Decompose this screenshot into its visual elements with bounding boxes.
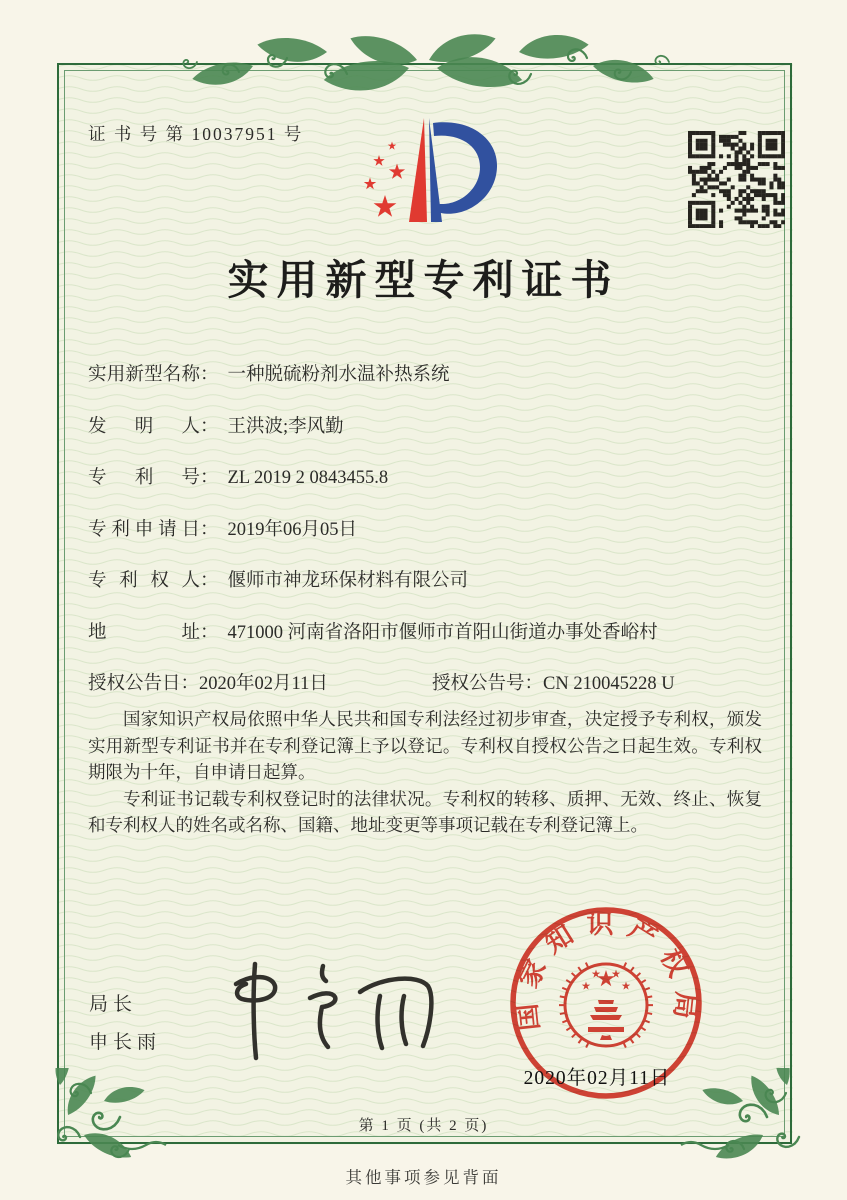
field-colon: ： bbox=[200, 365, 219, 385]
field-colon: ： bbox=[200, 519, 219, 540]
field-row bbox=[88, 463, 760, 515]
signature-stroke bbox=[360, 979, 431, 1046]
field-value: 2019年06月05日 bbox=[227, 519, 358, 540]
field-label: 地址 bbox=[88, 622, 200, 643]
field-row bbox=[88, 412, 760, 464]
signature-stroke bbox=[322, 966, 326, 981]
logo-stars bbox=[364, 142, 405, 217]
director-signature bbox=[222, 950, 437, 1065]
signature-stroke bbox=[378, 996, 382, 1048]
cnipa-patent-logo-icon bbox=[348, 110, 508, 238]
legal-body-text bbox=[88, 706, 762, 839]
field-label: 实用新型名称 bbox=[88, 365, 200, 385]
legal-paragraph: 专利证书记载专利权登记时的法律状况。专利权的转移、质押、无效、终止、恢复和专利权人的姓名或名称、国籍、地址变更等事项记载在专利登记簿上。 bbox=[88, 788, 762, 835]
certificate-number: 证 书 号 第 10037951 号 bbox=[88, 124, 304, 144]
seal-date: 2020年02月11日 bbox=[523, 1068, 671, 1089]
field-label: 专利号 bbox=[88, 468, 200, 488]
grant-no-value: CN 210045228 U bbox=[543, 674, 675, 694]
field-row bbox=[88, 515, 760, 567]
national-emblem bbox=[559, 963, 653, 1048]
field-label: 发明人 bbox=[88, 416, 200, 437]
field-colon: ： bbox=[200, 622, 219, 643]
signature-stroke bbox=[254, 964, 256, 1058]
grant-date-value: 2020年02月11日 bbox=[199, 674, 328, 694]
field-colon: ： bbox=[200, 468, 219, 488]
grant-date-colon: ： bbox=[180, 674, 200, 694]
seal-text: 国家知识产权局 bbox=[510, 909, 702, 1033]
field-value: ZL 2019 2 0843455.8 bbox=[227, 468, 389, 488]
field-row bbox=[88, 360, 760, 412]
field-value: 偃师市神龙环保材料有限公司 bbox=[227, 571, 469, 591]
qr-code bbox=[688, 131, 785, 228]
field-value: 王洪波;李风勤 bbox=[227, 416, 344, 437]
grant-no-colon: ： bbox=[524, 674, 544, 694]
field-value: 471000 河南省洛阳市偃师市首阳山街道办事处香峪村 bbox=[227, 622, 658, 643]
grant-date-label: 授权公告日 bbox=[88, 674, 181, 694]
field-row bbox=[88, 618, 760, 670]
signature-stroke bbox=[310, 993, 335, 1047]
field-colon: ： bbox=[200, 571, 219, 591]
logo-red-wedge bbox=[409, 118, 427, 222]
field-row bbox=[88, 566, 760, 618]
director-title: 局长 bbox=[89, 994, 138, 1015]
field-colon: ： bbox=[200, 416, 219, 437]
field-label: 专利权人 bbox=[88, 571, 200, 591]
signature-stroke bbox=[402, 996, 406, 1044]
back-note: 其他事项参见背面 bbox=[345, 1168, 502, 1187]
page-number: 第 1 页 (共 2 页) bbox=[358, 1118, 489, 1134]
patent-fields bbox=[88, 360, 760, 669]
director-block bbox=[89, 986, 161, 1062]
field-label: 专利申请日 bbox=[88, 519, 200, 540]
logo-blue-p-bowl bbox=[433, 122, 497, 213]
legal-paragraph: 国家知识产权局依照中华人民共和国专利法经过初步审查，决定授予专利权，颁发实用新型专利证书并在专利登记簿上予以登记。专利权自授权公告之日起生效。专利权期限为十年，自申请日起算。 bbox=[88, 709, 762, 782]
field-value: 一种脱硫粉剂水温补热系统 bbox=[227, 365, 450, 385]
director-name: 申长雨 bbox=[89, 1032, 162, 1053]
grant-no-label: 授权公告号 bbox=[432, 674, 525, 694]
grant-row bbox=[88, 669, 760, 695]
certificate-title: 实用新型专利证书 bbox=[227, 257, 620, 303]
